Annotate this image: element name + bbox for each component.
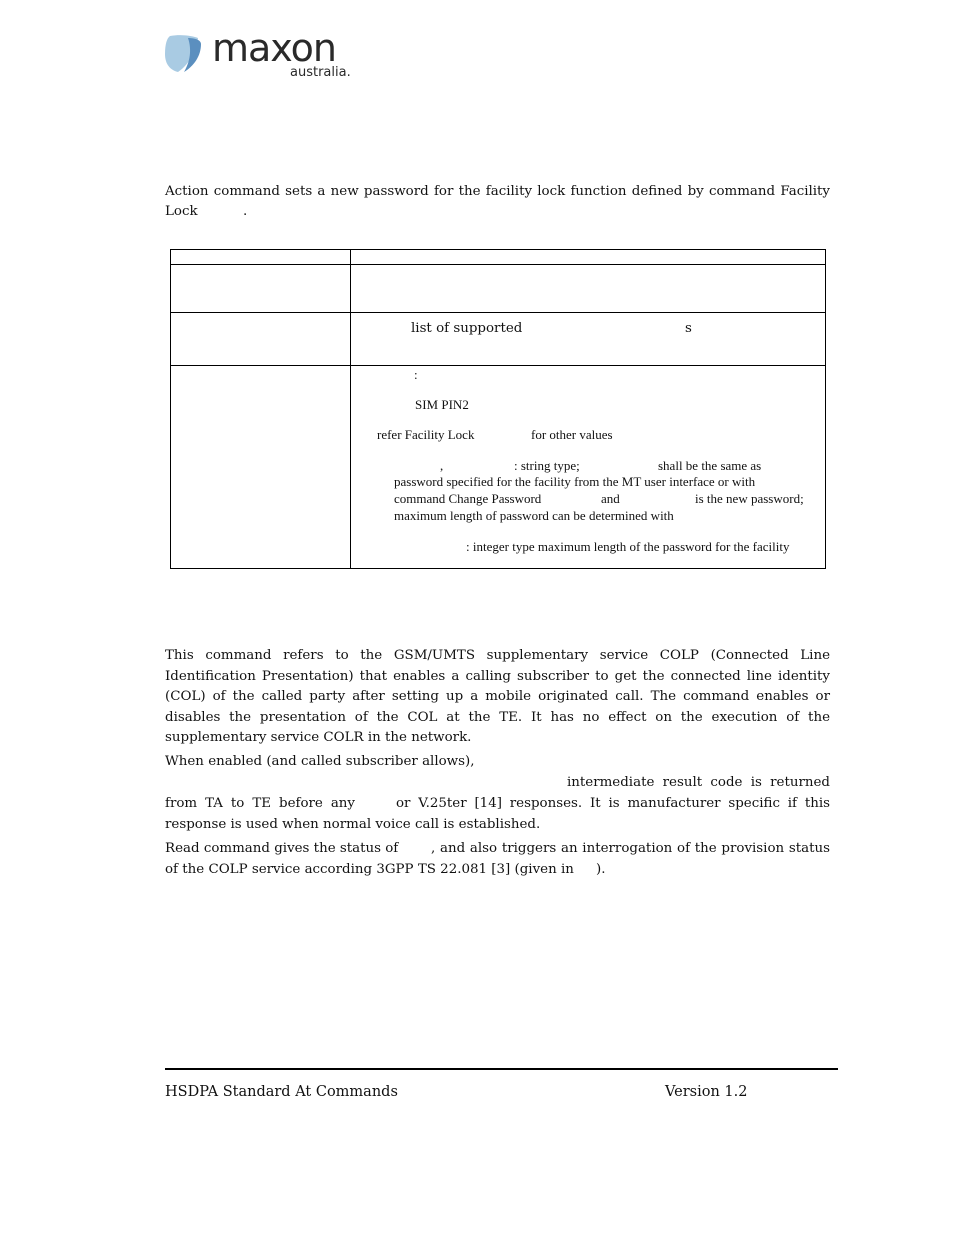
table-test-response-text: list of supported	[411, 321, 523, 336]
table-param-string-type: : string type;	[514, 458, 580, 473]
table-param-maxlen: : integer type maximum length of the password for the facility	[466, 539, 790, 554]
colp-para2-line4: response is used when normal voice call is established.	[165, 817, 541, 832]
colp-para2-line2: intermediate result code is returned	[567, 775, 830, 790]
table-param-sim-pin2: SIM PIN2	[415, 397, 469, 412]
cpwd-intro-line2-suffix: .	[243, 204, 248, 219]
colp-para3-line2-b: ).	[596, 862, 606, 877]
logo-swoosh-icon	[164, 34, 204, 74]
logo-wordmark: maxon	[212, 26, 336, 70]
table-param-same-as: shall be the same as	[658, 458, 762, 473]
table-param-other-values: for other values	[531, 427, 613, 442]
table-param-pw-line4: maximum length of password can be determined with	[394, 508, 674, 523]
colp-description-paragraph: This command refers to the GSM/UMTS supplementary service COLP (Connected Line Identification Presentation) that enables a calling subscriber to get the connected line identity (COL) of the called party after setting up a mobile originated call. The command enables or disables the presentation of the COL at the TE. It has no effect on the execution of the supplementary service COLR in the network.	[165, 648, 830, 746]
table-row-divider	[170, 312, 826, 313]
table-param-pw-line3-b: is the new password;	[695, 491, 804, 506]
colp-para2-line3-b: or V.25ter [14] responses. It is manufacturer specific if this	[396, 796, 830, 811]
colp-para3-line1-b: , and also triggers an interrogation of the provision status	[431, 841, 830, 856]
maxon-logo	[164, 26, 364, 84]
colp-para2-line1: When enabled (and called subscriber allows),	[165, 754, 475, 769]
footer-rule	[165, 1068, 838, 1070]
logo-subtitle: australia.	[290, 65, 351, 80]
table-param-pw-line3-and: and	[601, 491, 620, 506]
table-param-pw-line3-a: command Change Password	[394, 491, 542, 506]
table-column-divider	[350, 249, 351, 568]
cpwd-intro-line2-prefix: Lock	[165, 204, 198, 219]
table-row-divider	[170, 365, 826, 366]
table-param-refer: refer Facility Lock	[377, 427, 475, 442]
table-test-response-tail: s	[685, 321, 692, 336]
colp-para3-line1-a: Read command gives the status of	[165, 841, 399, 856]
table-param-colon: :	[414, 367, 418, 382]
table-header-divider	[170, 264, 826, 265]
footer-document-title: HSDPA Standard At Commands	[165, 1084, 398, 1100]
table-param-pw-line2: password specified for the facility from the MT user interface or with	[394, 474, 756, 489]
colp-para3-line2-a: of the COLP service according 3GPP TS 22.081 [3] (given in	[165, 862, 574, 877]
cpwd-intro-line1: Action command sets a new password for the facility lock function defined by command Facility	[165, 184, 830, 199]
table-param-comma: ,	[440, 458, 444, 473]
colp-para2-line3-a: from TA to TE before any	[165, 796, 355, 811]
footer-version: Version 1.2	[665, 1084, 748, 1100]
